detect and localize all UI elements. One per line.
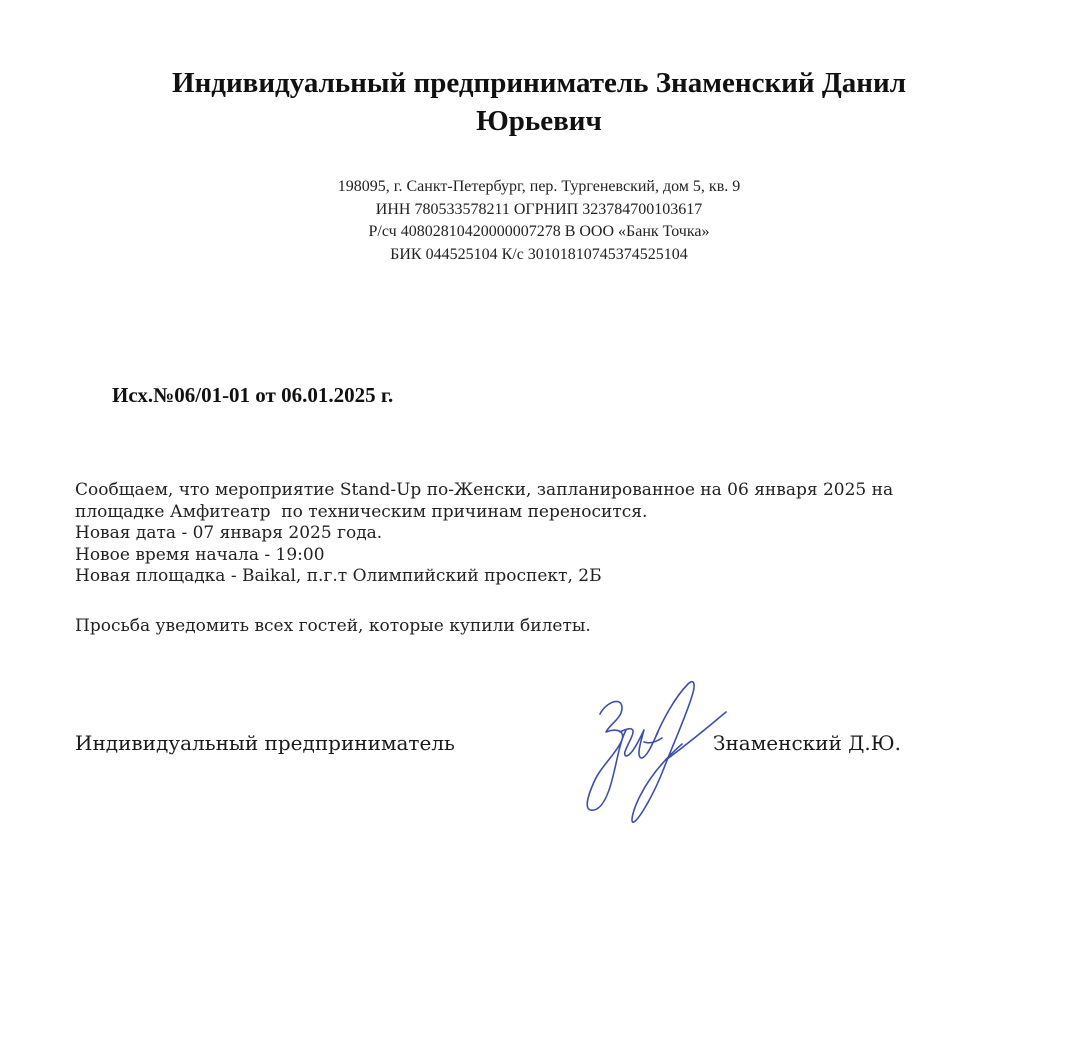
letter-body [75, 480, 975, 588]
body-line-5: Новая площадка - Baikal, п.г.т Олимпийский проспект, 2Б [75, 566, 602, 586]
requisites-inn-ogrnip: ИНН 780533578211 ОГРНИП 323784700103617 [375, 200, 703, 218]
signatory-name: Знаменский Д.Ю. [713, 731, 901, 755]
requisites-address: 198095, г. Санкт-Петербург, пер. Тургеневский, дом 5, кв. 9 [337, 178, 741, 195]
letterhead-title-line-2: Юрьевич [476, 105, 602, 137]
body-line-4: Новое время начала - 19:00 [75, 544, 325, 565]
body-line-2: площадке Амфитеатр по техническим причинам переносится. [75, 501, 648, 522]
body-line-3: Новая дата - 07 января 2025 года. [75, 523, 383, 543]
letterhead-requisites [0, 176, 1078, 266]
letterhead-title-line-1: Индивидуальный предприниматель Знаменский Данил [172, 67, 906, 99]
letterhead-title [0, 64, 1078, 140]
body-request: Просьба уведомить всех гостей, которые купили билеты. [75, 616, 591, 636]
signatory-position: Индивидуальный предприниматель [75, 731, 455, 755]
requisites-bik: БИК 044525104 К/с 30101810745374525104 [390, 245, 688, 263]
outgoing-reference-number: Исх.№06/01-01 от 06.01.2025 г. [112, 383, 394, 407]
body-line-1: Сообщаем, что мероприятие Stand-Up по-Женски, запланированное на 06 января 2025 на [75, 480, 894, 500]
requisites-bank-account: Р/сч 40802810420000007278 В ООО «Банк Точка» [368, 223, 710, 240]
